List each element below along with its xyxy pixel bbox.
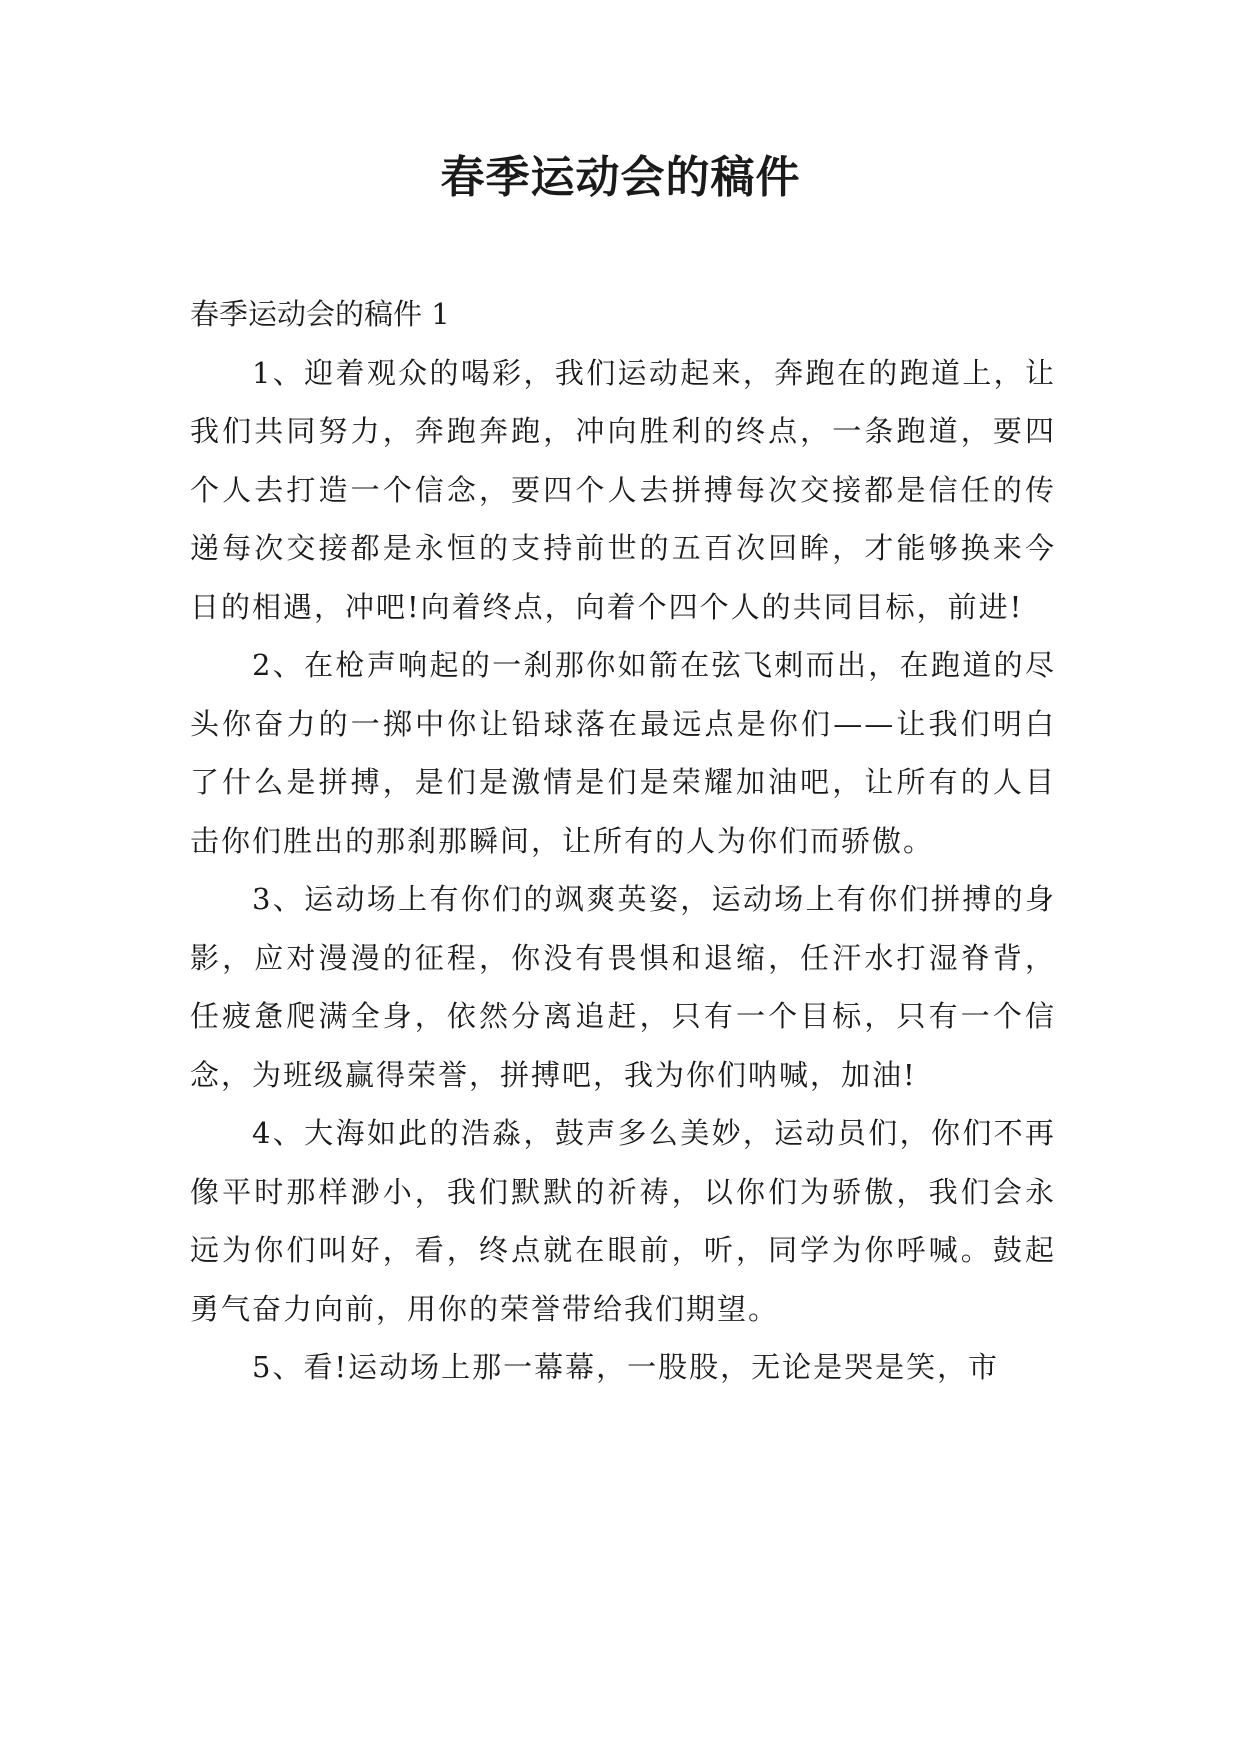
- paragraph-1: 1、迎着观众的喝彩，我们运动起来，奔跑在的跑道上，让我们共同努力，奔跑奔跑，冲向胜利的终点，一条跑道，要四个人去打造一个信念，要四个人去拼搏每次交接都是信任的传递每次交接都是永恒的支持前世的五百次回眸，才能够换来今日的相遇，冲吧!向着终点，向着个四个人的共同目标，前进!: [190, 355, 1056, 624]
- paragraph-4: 4、大海如此的浩淼，鼓声多么美妙，运动员们，你们不再像平时那样渺小，我们默默的祈祷，以你们为骄傲，我们会永远为你们叫好，看，终点就在眼前，听，同学为你呼喊。鼓起勇气奋力向前，用你的荣誉带给我们期望。: [190, 1116, 1056, 1326]
- document-body: [190, 285, 1056, 1397]
- paragraph-3: 3、运动场上有你们的飒爽英姿，运动场上有你们拼搏的身影，应对漫漫的征程，你没有畏惧和退缩，任汗水打湿脊背，任疲惫爬满全身，依然分离追赶，只有一个目标，只有一个信念，为班级赢得荣誉，拼搏吧，我为你们呐喊，加油!: [190, 882, 1056, 1092]
- paragraph-5: 5、看!运动场上那一幕幕，一股股，无论是哭是笑，市: [252, 1350, 1000, 1384]
- document-title: 春季运动会的稿件: [440, 152, 801, 203]
- section-heading: 春季运动会的稿件 1: [190, 297, 450, 331]
- paragraph-2: 2、在枪声响起的一刹那你如箭在弦飞刺而出，在跑道的尽头你奋力的一掷中你让铅球落在最远点是你们——让我们明白了什么是拼搏，是们是激情是们是荣耀加油吧，让所有的人目击你们胜出的那刹那瞬间，让所有的人为你们而骄傲。: [190, 648, 1056, 858]
